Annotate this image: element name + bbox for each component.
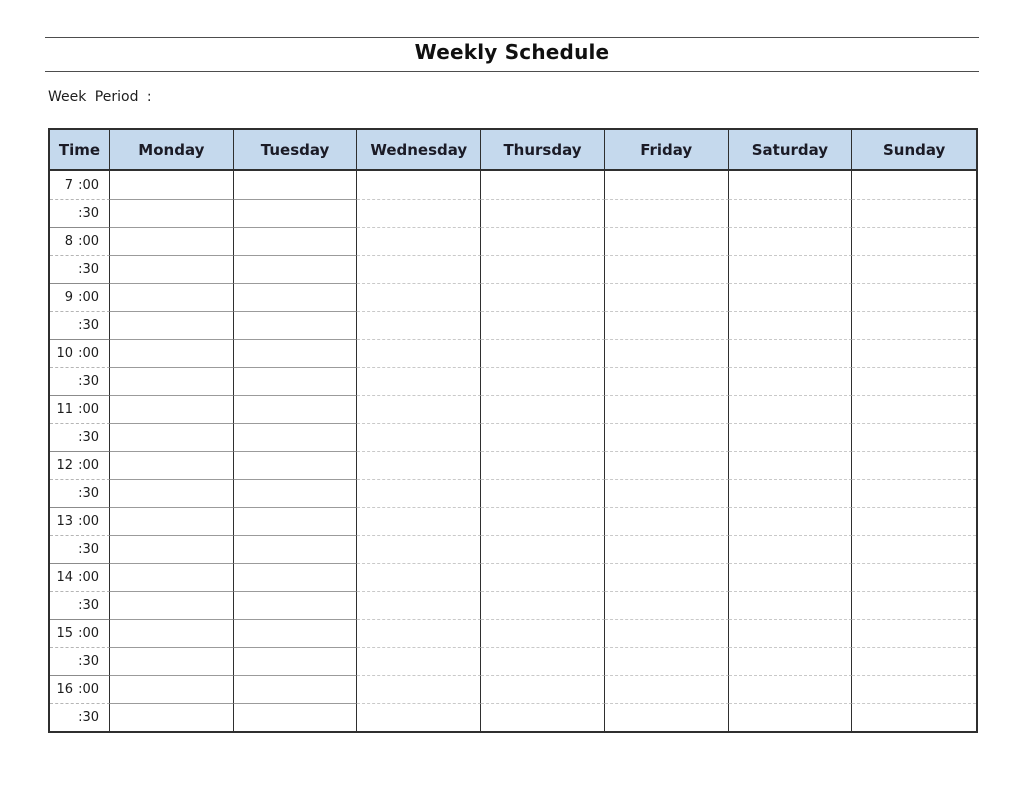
time-hour: 9: [64, 290, 74, 305]
time-hour: 15: [56, 626, 74, 641]
column-header-monday: Monday: [110, 130, 234, 169]
schedule-cell-monday: [110, 563, 234, 591]
schedule-cell-monday: [110, 703, 234, 731]
schedule-cell-sunday: [852, 423, 976, 451]
time-minutes: :30: [78, 654, 99, 669]
schedule-cell-tuesday: [234, 311, 358, 339]
schedule-cell-monday: [110, 395, 234, 423]
schedule-cell-sunday: [852, 199, 976, 227]
schedule-cell-wednesday: [357, 451, 481, 479]
schedule-cell-monday: [110, 367, 234, 395]
time-hour: 10: [56, 346, 74, 361]
time-minutes: :30: [78, 486, 99, 501]
time-minutes: :00: [78, 514, 99, 529]
schedule-cell-saturday: [729, 619, 853, 647]
schedule-cell-tuesday: [234, 451, 358, 479]
time-label: [50, 255, 110, 283]
schedule-cell-saturday: [729, 675, 853, 703]
time-minutes: :00: [78, 626, 99, 641]
schedule-cell-friday: [605, 619, 729, 647]
time-label: [50, 283, 110, 311]
time-label: [50, 675, 110, 703]
schedule-cell-friday: [605, 199, 729, 227]
schedule-cell-tuesday: [234, 199, 358, 227]
column-header-saturday: Saturday: [729, 130, 853, 169]
schedule-cell-tuesday: [234, 703, 358, 731]
schedule-cell-tuesday: [234, 563, 358, 591]
schedule-cell-saturday: [729, 479, 853, 507]
schedule-cell-tuesday: [234, 339, 358, 367]
schedule-cell-sunday: [852, 339, 976, 367]
schedule-cell-friday: [605, 255, 729, 283]
column-header-time: Time: [50, 130, 110, 169]
schedule-cell-tuesday: [234, 171, 358, 199]
schedule-cell-saturday: [729, 647, 853, 675]
schedule-cell-thursday: [481, 703, 605, 731]
schedule-cell-saturday: [729, 339, 853, 367]
column-header-tuesday: Tuesday: [234, 130, 358, 169]
schedule-cell-thursday: [481, 199, 605, 227]
time-minutes: :30: [78, 206, 99, 221]
schedule-cell-thursday: [481, 311, 605, 339]
time-hour: 8: [64, 234, 74, 249]
schedule-cell-wednesday: [357, 675, 481, 703]
schedule-cell-saturday: [729, 227, 853, 255]
schedule-cell-thursday: [481, 647, 605, 675]
schedule-table: [48, 128, 978, 733]
time-minutes: :30: [78, 430, 99, 445]
time-minutes: :00: [78, 402, 99, 417]
column-header-friday: Friday: [605, 130, 729, 169]
schedule-row: [50, 255, 976, 283]
schedule-cell-monday: [110, 283, 234, 311]
schedule-cell-thursday: [481, 563, 605, 591]
schedule-cell-monday: [110, 479, 234, 507]
time-hour: 12: [56, 458, 74, 473]
time-label: [50, 311, 110, 339]
schedule-row: [50, 535, 976, 563]
schedule-row: [50, 199, 976, 227]
schedule-cell-friday: [605, 703, 729, 731]
schedule-cell-saturday: [729, 311, 853, 339]
schedule-cell-monday: [110, 311, 234, 339]
schedule-cell-friday: [605, 395, 729, 423]
schedule-cell-sunday: [852, 479, 976, 507]
schedule-cell-friday: [605, 591, 729, 619]
title-rule-top: [45, 37, 979, 38]
time-label: [50, 703, 110, 731]
time-label: [50, 647, 110, 675]
schedule-row: [50, 479, 976, 507]
schedule-cell-saturday: [729, 451, 853, 479]
time-label: [50, 339, 110, 367]
schedule-cell-sunday: [852, 675, 976, 703]
time-label: [50, 423, 110, 451]
schedule-cell-thursday: [481, 367, 605, 395]
schedule-cell-wednesday: [357, 507, 481, 535]
schedule-cell-wednesday: [357, 199, 481, 227]
schedule-cell-saturday: [729, 255, 853, 283]
time-label: [50, 591, 110, 619]
time-label: [50, 199, 110, 227]
schedule-row: [50, 591, 976, 619]
schedule-cell-tuesday: [234, 423, 358, 451]
schedule-cell-wednesday: [357, 283, 481, 311]
column-header-sunday: Sunday: [882, 140, 946, 159]
schedule-cell-monday: [110, 423, 234, 451]
schedule-cell-monday: [110, 619, 234, 647]
page-title: Weekly Schedule: [414, 40, 610, 64]
schedule-cell-wednesday: [357, 423, 481, 451]
schedule-cell-thursday: [481, 283, 605, 311]
schedule-row: [50, 395, 976, 423]
schedule-row: [50, 675, 976, 703]
schedule-cell-wednesday: [357, 255, 481, 283]
schedule-cell-wednesday: [357, 479, 481, 507]
schedule-cell-saturday: [729, 591, 853, 619]
schedule-row: [50, 367, 976, 395]
schedule-cell-wednesday: [357, 227, 481, 255]
schedule-row: [50, 451, 976, 479]
schedule-header-row: [50, 130, 976, 171]
schedule-cell-friday: [605, 367, 729, 395]
time-hour: 13: [56, 514, 74, 529]
time-label: [50, 507, 110, 535]
schedule-cell-wednesday: [357, 619, 481, 647]
schedule-cell-wednesday: [357, 311, 481, 339]
schedule-cell-sunday: [852, 255, 976, 283]
schedule-row: [50, 339, 976, 367]
schedule-cell-thursday: [481, 535, 605, 563]
schedule-cell-monday: [110, 451, 234, 479]
time-label: [50, 563, 110, 591]
time-label: [50, 451, 110, 479]
schedule-cell-thursday: [481, 451, 605, 479]
time-label: [50, 395, 110, 423]
schedule-cell-saturday: [729, 423, 853, 451]
schedule-cell-thursday: [481, 227, 605, 255]
schedule-cell-sunday: [852, 507, 976, 535]
time-hour: 16: [56, 682, 74, 697]
schedule-cell-thursday: [481, 675, 605, 703]
schedule-cell-monday: [110, 507, 234, 535]
time-label: [50, 171, 110, 199]
schedule-cell-monday: [110, 535, 234, 563]
time-label: [50, 479, 110, 507]
schedule-cell-wednesday: [357, 395, 481, 423]
schedule-row: [50, 283, 976, 311]
schedule-cell-thursday: [481, 507, 605, 535]
schedule-row: [50, 563, 976, 591]
schedule-cell-wednesday: [357, 703, 481, 731]
week-period-label: Week Period :: [48, 89, 152, 105]
schedule-cell-wednesday: [357, 647, 481, 675]
schedule-cell-friday: [605, 535, 729, 563]
time-minutes: :00: [78, 234, 99, 249]
schedule-cell-tuesday: [234, 591, 358, 619]
schedule-cell-monday: [110, 227, 234, 255]
schedule-cell-tuesday: [234, 255, 358, 283]
schedule-row: [50, 619, 976, 647]
time-minutes: :30: [78, 710, 99, 725]
schedule-cell-sunday: [852, 703, 976, 731]
schedule-cell-friday: [605, 339, 729, 367]
time-minutes: :00: [78, 346, 99, 361]
schedule-cell-friday: [605, 479, 729, 507]
schedule-cell-sunday: [852, 451, 976, 479]
schedule-cell-monday: [110, 591, 234, 619]
schedule-cell-friday: [605, 507, 729, 535]
schedule-cell-saturday: [729, 367, 853, 395]
schedule-cell-saturday: [729, 171, 853, 199]
schedule-cell-thursday: [481, 395, 605, 423]
schedule-cell-friday: [605, 311, 729, 339]
schedule-row: [50, 171, 976, 199]
time-minutes: :00: [78, 682, 99, 697]
schedule-cell-sunday: [852, 535, 976, 563]
time-label: [50, 367, 110, 395]
schedule-cell-saturday: [729, 563, 853, 591]
column-header-wednesday: Wednesday: [357, 130, 481, 169]
time-minutes: :00: [78, 290, 99, 305]
time-minutes: :30: [78, 598, 99, 613]
schedule-cell-thursday: [481, 591, 605, 619]
schedule-row: [50, 311, 976, 339]
schedule-cell-sunday: [852, 171, 976, 199]
schedule-cell-sunday: [852, 563, 976, 591]
schedule-cell-thursday: [481, 423, 605, 451]
schedule-cell-tuesday: [234, 395, 358, 423]
schedule-cell-thursday: [481, 171, 605, 199]
schedule-cell-thursday: [481, 619, 605, 647]
schedule-cell-monday: [110, 255, 234, 283]
schedule-cell-tuesday: [234, 619, 358, 647]
time-minutes: :30: [78, 542, 99, 557]
time-minutes: :00: [78, 458, 99, 473]
schedule-cell-tuesday: [234, 535, 358, 563]
schedule-cell-friday: [605, 227, 729, 255]
schedule-cell-tuesday: [234, 507, 358, 535]
time-minutes: :00: [78, 177, 99, 193]
time-minutes: :30: [78, 318, 99, 333]
schedule-cell-wednesday: [357, 563, 481, 591]
schedule-cell-tuesday: [234, 283, 358, 311]
schedule-cell-tuesday: [234, 479, 358, 507]
schedule-cell-saturday: [729, 283, 853, 311]
title-rule-bottom: [45, 71, 979, 72]
time-hour: 11: [56, 402, 74, 417]
schedule-cell-sunday: [852, 283, 976, 311]
schedule-row: [50, 507, 976, 535]
schedule-cell-sunday: [852, 591, 976, 619]
schedule-cell-saturday: [729, 535, 853, 563]
schedule-cell-monday: [110, 171, 234, 199]
time-minutes: :30: [78, 374, 99, 389]
schedule-cell-sunday: [852, 311, 976, 339]
schedule-cell-thursday: [481, 339, 605, 367]
schedule-cell-saturday: [729, 199, 853, 227]
schedule-cell-friday: [605, 675, 729, 703]
schedule-cell-tuesday: [234, 367, 358, 395]
schedule-cell-sunday: [852, 367, 976, 395]
schedule-cell-sunday: [852, 395, 976, 423]
time-hour: 7: [64, 177, 74, 193]
schedule-row: [50, 423, 976, 451]
schedule-cell-saturday: [729, 395, 853, 423]
schedule-cell-thursday: [481, 255, 605, 283]
schedule-cell-monday: [110, 199, 234, 227]
time-label: [50, 535, 110, 563]
schedule-cell-sunday: [852, 647, 976, 675]
schedule-cell-monday: [110, 339, 234, 367]
time-hour: 14: [56, 570, 74, 585]
schedule-cell-friday: [605, 647, 729, 675]
schedule-cell-tuesday: [234, 647, 358, 675]
schedule-row: [50, 227, 976, 255]
schedule-cell-saturday: [729, 703, 853, 731]
schedule-body: [50, 171, 976, 731]
schedule-row: [50, 703, 976, 731]
schedule-cell-wednesday: [357, 171, 481, 199]
schedule-cell-friday: [605, 563, 729, 591]
schedule-cell-friday: [605, 423, 729, 451]
schedule-cell-sunday: [852, 227, 976, 255]
schedule-cell-friday: [605, 283, 729, 311]
time-minutes: :00: [78, 570, 99, 585]
column-header-thursday: Thursday: [481, 130, 605, 169]
schedule-cell-wednesday: [357, 591, 481, 619]
schedule-cell-wednesday: [357, 339, 481, 367]
schedule-cell-monday: [110, 675, 234, 703]
schedule-cell-sunday: [852, 619, 976, 647]
schedule-cell-thursday: [481, 479, 605, 507]
schedule-cell-wednesday: [357, 367, 481, 395]
schedule-cell-tuesday: [234, 675, 358, 703]
schedule-cell-friday: [605, 451, 729, 479]
schedule-cell-monday: [110, 647, 234, 675]
schedule-cell-friday: [605, 171, 729, 199]
schedule-cell-wednesday: [357, 535, 481, 563]
schedule-cell-tuesday: [234, 227, 358, 255]
time-label: [50, 227, 110, 255]
time-label: [50, 619, 110, 647]
time-minutes: :30: [78, 262, 99, 277]
schedule-cell-saturday: [729, 507, 853, 535]
schedule-row: [50, 647, 976, 675]
